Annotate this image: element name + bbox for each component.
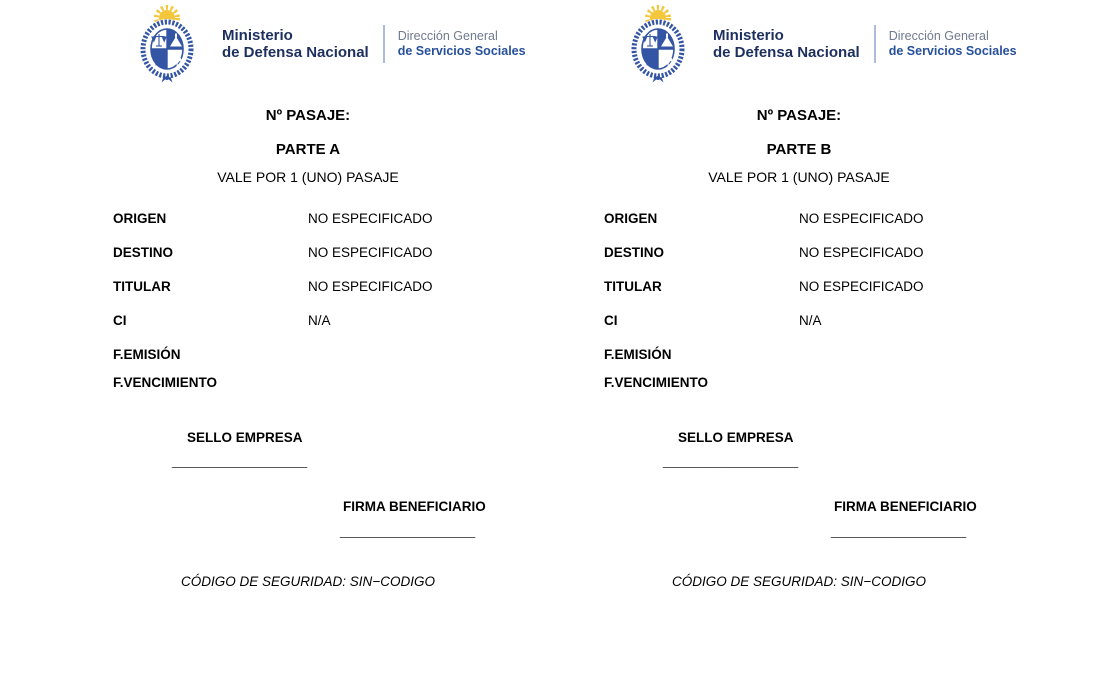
sello-signature-line: __________________ [172,453,308,468]
security-code-text: CÓDIGO DE SEGURIDAD: SIN−CODIGO [181,574,435,589]
field-label: TITULAR [604,279,662,294]
field-row-ci [113,314,503,328]
field-label: ORIGEN [604,211,658,226]
ministry-name-line1: Ministerio [713,27,784,44]
coat-of-arms-icon [135,4,199,84]
field-row-destino [604,246,994,260]
field-label: DESTINO [604,245,665,260]
field-value: NO ESPECIFICADO [308,245,433,260]
firma-signature-line: __________________ [831,523,967,538]
firma-signature-line: __________________ [340,523,476,538]
division-name [889,29,1017,59]
vale-subheading: VALE POR 1 (UNO) PASAJE [217,169,399,185]
sello-empresa-label: SELLO EMPRESA [187,430,303,445]
sello-signature-line: __________________ [663,453,799,468]
parte-heading: PARTE A [275,141,341,158]
field-value: NO ESPECIFICADO [308,279,433,294]
field-label: F.VENCIMIENTO [113,375,218,390]
field-row-origen [604,212,994,226]
firma-beneficiario-label: FIRMA BENEFICIARIO [834,499,977,514]
sello-empresa-label: SELLO EMPRESA [678,430,794,445]
ticket-parte-b [491,0,1017,589]
field-label: ORIGEN [113,211,167,226]
field-label: TITULAR [113,279,171,294]
field-value: NO ESPECIFICADO [799,245,924,260]
field-row-origen [113,212,503,226]
field-value: N/A [308,313,331,328]
ticket-parte-a [0,0,526,589]
security-code-text: CÓDIGO DE SEGURIDAD: SIN−CODIGO [672,574,926,589]
field-label: F.EMISIÓN [604,347,672,362]
field-label: F.VENCIMIENTO [604,375,709,390]
vale-subheading: VALE POR 1 (UNO) PASAJE [708,169,890,185]
field-label: F.EMISIÓN [113,347,181,362]
field-value: N/A [799,313,822,328]
logo-divider [874,25,876,63]
field-label: CI [604,313,618,328]
division-name-line1: Dirección General [888,29,989,43]
field-list [604,212,994,390]
ministry-name [713,27,860,61]
field-value: NO ESPECIFICADO [799,279,924,294]
field-label: CI [113,313,127,328]
ministry-logo [626,4,1017,84]
logo-divider [383,25,385,63]
ministry-name-line1: Ministerio [222,27,293,44]
field-value: NO ESPECIFICADO [308,211,433,226]
division-name-line1: Dirección General [397,29,498,43]
ticket-content [113,108,503,589]
ministry-name [222,27,369,61]
field-row-ci [604,314,994,328]
field-row-titular [113,280,503,294]
division-name-line2: de Servicios Sociales [888,44,1017,58]
field-row-femision [604,348,994,362]
field-row-femision [113,348,503,362]
pasaje-number-heading: Nº PASAJE: [265,107,351,124]
field-value: NO ESPECIFICADO [799,211,924,226]
parte-heading: PARTE B [766,141,832,158]
field-row-fvencimiento [113,376,503,390]
firma-beneficiario-label: FIRMA BENEFICIARIO [343,499,486,514]
field-list [113,212,503,390]
field-row-fvencimiento [604,376,994,390]
field-row-titular [604,280,994,294]
division-name-line2: de Servicios Sociales [397,44,526,58]
pasaje-number-heading: Nº PASAJE: [756,107,842,124]
coat-of-arms-icon [626,4,690,84]
ministry-logo [135,4,526,84]
ticket-content [604,108,994,589]
field-label: DESTINO [113,245,174,260]
ministry-name-line2: de Defensa Nacional [222,44,369,61]
field-row-destino [113,246,503,260]
ministry-name-line2: de Defensa Nacional [713,44,860,61]
